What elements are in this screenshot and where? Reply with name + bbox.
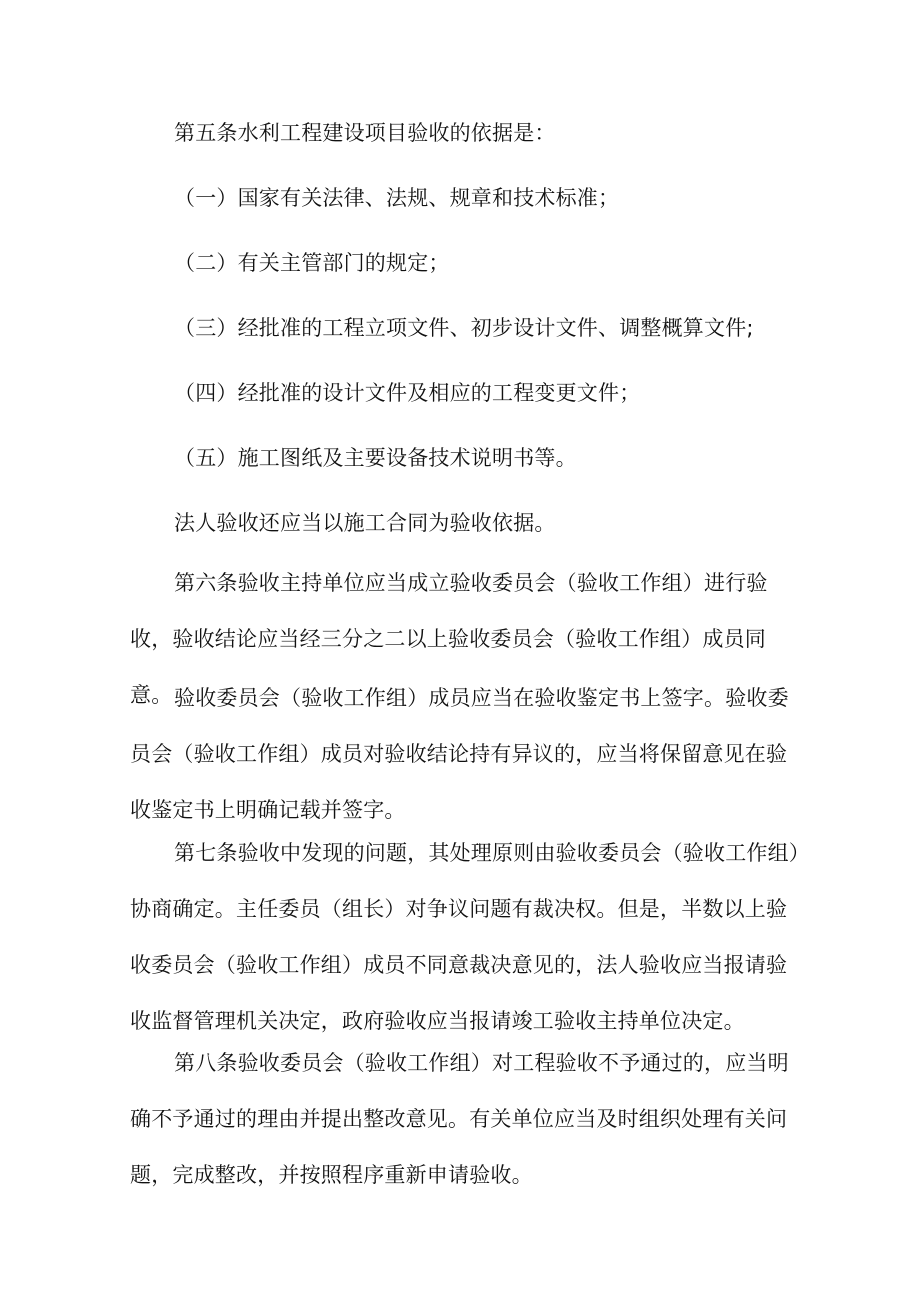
paragraph-item-3: （三）经批准的工程立项文件、初步设计文件、调整概算文件; [174, 316, 754, 340]
paragraph-article-8: 第八条验收委员会（验收工作组）对工程验收不予通过的，应当明确不予通过的理由并提出整改意见。有关单位应当及时组织处理有关问题，完成整改，并按照程序重新申请验收。 [130, 1051, 789, 1187]
paragraph-item-1: （一）国家有关法律、法规、规章和技术标准； [174, 186, 620, 210]
paragraph-article-6: 第六条验收主持单位应当成立验收委员会（验收工作组）进行验收，验收结论应当经三分之二以上验收委员会（验收工作组）成员同意。 [130, 571, 768, 707]
paragraph-item-4: （四）经批准的设计文件及相应的工程变更文件； [174, 381, 641, 405]
paragraph-item-5: （五）施工图纸及主要设备技术说明书等。 [174, 446, 577, 470]
paragraph-legal-entity-basis: 法人验收还应当以施工合同为验收依据。 [174, 511, 556, 535]
paragraph-committee-signature: 验收委员会（验收工作组）成员应当在验收鉴定书上签字。验收委员会（验收工作组）成员对验收结论持有异议的，应当将保留意见在验收鉴定书上明确记载并签字。 [130, 686, 789, 822]
paragraph-article-7: 第七条验收中发现的问题，其处理原则由验收委员会（验收工作组）协商确定。主任委员（组长）对争议问题有裁决权。但是，半数以上验收委员会（验收工作组）成员不同意裁决意见的，法人验收应当报请验收监督管理机关决定，政府验收应当报请竣工验收主持单位决定。 [130, 841, 800, 1033]
paragraph-item-2: （二）有关主管部门的规定； [174, 251, 450, 275]
paragraph-article-5: 第五条水利工程建设项目验收的依据是： [174, 121, 556, 145]
